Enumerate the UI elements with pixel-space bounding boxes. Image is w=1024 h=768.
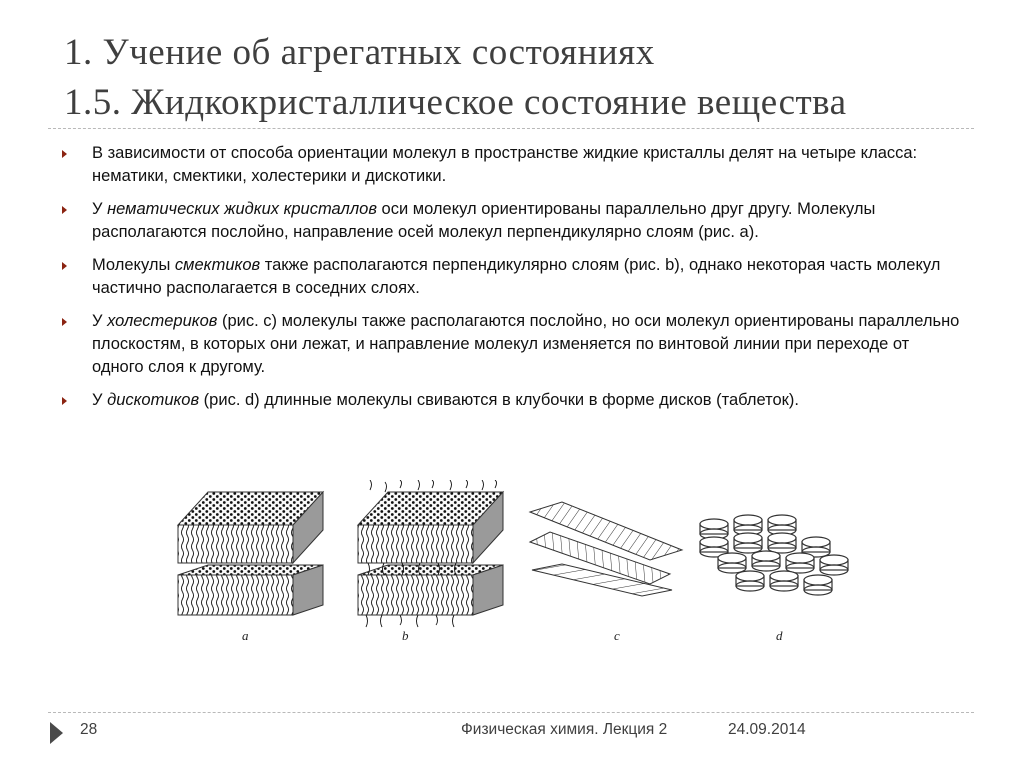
bullet-text: У: [92, 312, 108, 330]
bullet-term: холестериков: [107, 312, 218, 330]
bullet-term: нематических жидких кристаллов: [107, 200, 377, 218]
bullet-text: (рис. с) молекулы также располагаются послойно, но оси молекул ориентированы параллельно плоскостям, в которых они лежат, и направление молекул изменяется по винтовой линии при переходе от одного слоя к другому.: [92, 312, 960, 376]
title-line-2: 1.5. Жидкокристаллическое состояние вещества: [64, 82, 847, 123]
lecture-title: Физическая химия. Лекция 2: [461, 721, 668, 738]
figure-label-b: b: [402, 628, 409, 643]
figure-b-smectic: [358, 480, 503, 627]
figure-label-a: a: [242, 628, 249, 643]
bullet-term: дискотиков: [107, 391, 200, 409]
liquid-crystal-figure: [170, 480, 860, 650]
title-divider: [48, 128, 974, 129]
figure-label-c: c: [614, 628, 620, 643]
figure-label-d: d: [776, 628, 783, 643]
bullet-list: [60, 142, 960, 422]
title-line-1: 1. Учение об агрегатных состояниях: [64, 32, 655, 73]
bullet-text: оси молекул ориентированы параллельно друг другу. Молекулы располагаются послойно, направление осей молекул перпендикулярно слоям (рис. а).: [92, 200, 876, 241]
bullet-text: У: [92, 200, 108, 218]
bullet-text: также располагаются перпендикулярно слоям (рис. b), однако некоторая часть молекул частично располагается в соседних слоях.: [92, 256, 941, 297]
slide-date: 24.09.2014: [728, 721, 806, 738]
bullet-text: (рис. d) длинные молекулы свиваются в клубочки в форме дисков (таблеток).: [199, 391, 799, 409]
bullet-arrow-icon: [62, 262, 67, 270]
slide-footer: [0, 718, 1024, 748]
figure-a-nematic: [178, 492, 323, 615]
bullet-item: [60, 198, 960, 244]
bullet-item: [60, 310, 960, 379]
figure-c-cholesteric: [530, 502, 682, 596]
page-number: 28: [80, 721, 98, 738]
slide-title: [64, 28, 1004, 128]
bullet-item: [60, 254, 960, 300]
bullet-arrow-icon: [62, 318, 67, 326]
bullet-text: В зависимости от способа ориентации молекул в пространстве жидкие кристаллы делят на четыре класса: нематики, смектики, холестерики и дискотики.: [92, 144, 918, 185]
bullet-item: [60, 389, 960, 412]
bullet-text: Молекулы: [92, 256, 175, 274]
bullet-arrow-icon: [62, 206, 67, 214]
bullet-term: смектиков: [174, 256, 261, 274]
play-arrow-icon: [50, 722, 63, 744]
bullet-arrow-icon: [62, 397, 67, 405]
figure-d-discotic: [700, 515, 848, 595]
bullet-text: У: [92, 391, 108, 409]
bullet-arrow-icon: [62, 150, 67, 158]
bullet-item: [60, 142, 960, 188]
footer-divider: [48, 712, 974, 713]
